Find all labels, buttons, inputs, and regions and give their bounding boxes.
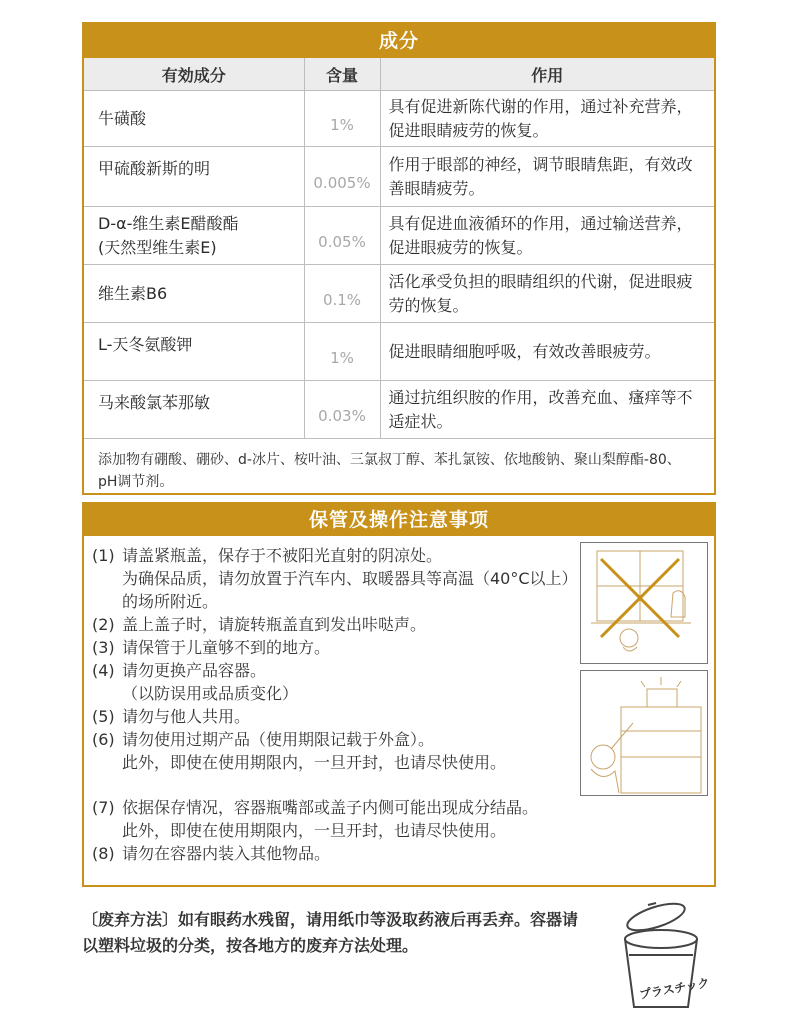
ingredient-effect: 活化承受负担的眼睛组织的代谢，促进眼疲劳的恢复。 <box>380 265 714 323</box>
ingredient-effect: 作用于眼部的神经，调节眼睛焦距，有效改善眼睛疲劳。 <box>380 147 714 207</box>
item-number: (7) <box>92 798 115 817</box>
ingredient-name: D-α-维生素E醋酸酯 (天然型维生素E) <box>84 207 304 265</box>
item-number: (4) <box>92 661 115 680</box>
ingredient-name: 维生素B6 <box>84 265 304 323</box>
table-row <box>84 207 714 265</box>
no-sunlight-illustration <box>580 542 708 664</box>
header-amount: 含量 <box>304 58 380 91</box>
ingredient-effect: 促进眼睛细胞呼吸，有效改善眼疲劳。 <box>380 323 714 381</box>
ingredient-name: L-天冬氨酸钾 <box>84 323 304 381</box>
item-text: 请勿与他人共用。 <box>122 707 251 726</box>
storage-section <box>82 502 716 887</box>
disposal-method: 〔废弃方法〕如有眼药水残留，请用纸巾等汲取药液后再丢弃。容器请以塑料垃圾的分类，按各地方的废弃方法处理。 <box>82 910 579 955</box>
storage-list <box>92 544 580 865</box>
trash-label: プラスチック <box>638 975 711 1002</box>
ingredient-amount: 0.1% <box>304 265 380 323</box>
list-item <box>92 544 580 613</box>
list-item <box>92 613 580 636</box>
item-text: 盖上盖子时，请旋转瓶盖直到发出咔哒声。 <box>122 615 427 634</box>
ingredient-effect: 具有促进新陈代谢的作用，通过补充营养，促进眼睛疲劳的恢复。 <box>380 91 714 147</box>
item-number: (8) <box>92 844 115 863</box>
ingredient-effect: 具有促进血液循环的作用，通过输送营养，促进眼疲劳的恢复。 <box>380 207 714 265</box>
ingredients-title: 成分 <box>84 24 714 58</box>
item-number: (1) <box>92 546 115 565</box>
table-row <box>84 323 714 381</box>
list-item <box>92 705 580 728</box>
table-row <box>84 91 714 147</box>
ingredient-name: 甲硫酸新斯的明 <box>84 147 304 207</box>
table-row <box>84 265 714 323</box>
list-item <box>92 636 580 659</box>
header-effect: 作用 <box>380 58 714 91</box>
table-row <box>84 381 714 439</box>
item-text: 依据保存情况，容器瓶嘴部或盖子内侧可能出现成分结晶。 此外，即使在使用期限内，一旦开封，也请尽快使用。 <box>122 798 539 840</box>
ingredient-amount: 0.005% <box>304 147 380 207</box>
item-text: 请勿使用过期产品（使用期限记载于外盒）。 此外，即使在使用期限内，一旦开封，也请尽快使用。 <box>122 730 507 772</box>
list-item <box>92 659 580 705</box>
item-number: (5) <box>92 707 115 726</box>
item-number: (6) <box>92 730 115 749</box>
header-name: 有効成分 <box>84 58 304 91</box>
ingredient-amount: 0.03% <box>304 381 380 439</box>
table-row <box>84 147 714 207</box>
table-header-row <box>84 58 714 91</box>
ingredient-name: 马来酸氯苯那敏 <box>84 381 304 439</box>
ingredients-table <box>84 58 714 439</box>
item-text: 请勿在容器内装入其他物品。 <box>122 844 331 863</box>
ingredient-name: 牛磺酸 <box>84 91 304 147</box>
additives-note: 添加物有硼酸、硼砂、d-冰片、桉叶油、三氯叔丁醇、苯扎氯铵、依地酸钠、聚山梨醇酯-80、pH调节剂。 <box>98 452 681 490</box>
ingredients-section <box>82 22 716 495</box>
storage-title: 保管及操作注意事项 <box>84 504 714 536</box>
item-number: (2) <box>92 615 115 634</box>
ingredient-effect: 通过抗组织胺的作用，改善充血、瘙痒等不适症状。 <box>380 381 714 439</box>
ingredient-amount: 0.05% <box>304 207 380 265</box>
item-text: 请保管于儿童够不到的地方。 <box>122 638 331 657</box>
ingredient-amount: 1% <box>304 91 380 147</box>
ingredient-amount: 1% <box>304 323 380 381</box>
list-item <box>92 842 580 865</box>
list-item <box>92 796 580 842</box>
item-number: (3) <box>92 638 115 657</box>
list-item <box>92 728 580 774</box>
child-reach-illustration <box>580 670 708 796</box>
plastic-trash-can-icon <box>596 895 726 1013</box>
item-text: 请盖紧瓶盖，保存于不被阳光直射的阴凉处。 为确保品质，请勿放置于汽车内、取暖器具等高温（40°C以上）的场所附近。 <box>122 546 578 611</box>
item-text: 请勿更换产品容器。 （以防误用或品质变化） <box>122 661 299 703</box>
